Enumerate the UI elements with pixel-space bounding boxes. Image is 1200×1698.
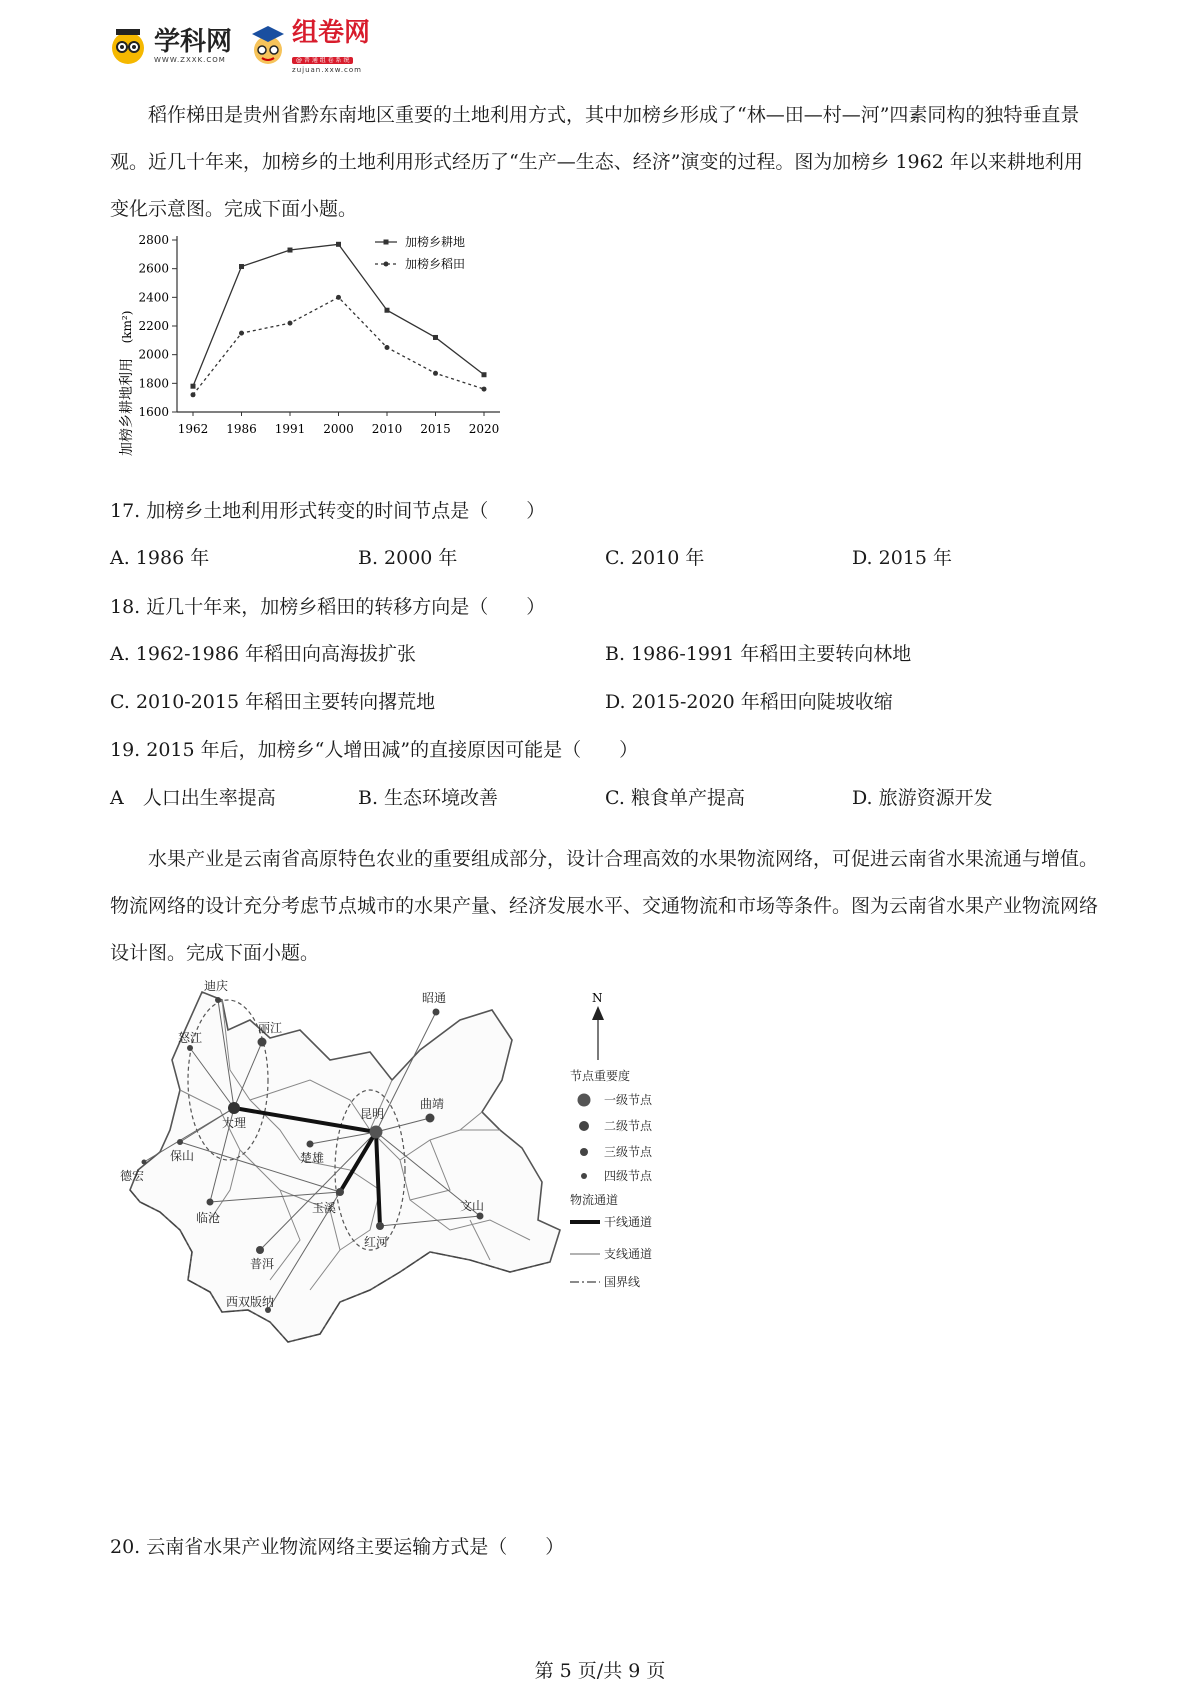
north-label: N [592, 991, 603, 1005]
legend-label: 加榜乡稻田 [405, 257, 466, 271]
legend-level2-marker [579, 1121, 589, 1131]
logo1-text: 学科网 [154, 27, 233, 57]
data-point [433, 371, 438, 376]
logo-zujuanwang[interactable] [292, 19, 370, 74]
data-point [482, 387, 487, 392]
x-tick-label: 1962 [177, 422, 209, 436]
y-tick-label: 1600 [138, 405, 169, 419]
node-qujing [426, 1114, 435, 1123]
label-dali: 大理 [222, 1116, 247, 1130]
legend-trunk: 干线通道 [604, 1215, 653, 1229]
label-baoshan: 保山 [170, 1149, 195, 1163]
question-20: 20. 云南省水果产业物流网络主要运输方式是（ ） [110, 1536, 565, 1558]
question-19: 19. 2015 年后，加榜乡“人增田减”的直接原因可能是（ ） [110, 739, 639, 761]
header-logos [108, 17, 371, 74]
logo1-url: WWW.ZXXK.COM [154, 56, 226, 64]
question-18: 18. 近几十年来，加榜乡稻田的转移方向是（ ） [110, 596, 546, 618]
data-point [336, 242, 341, 247]
legend-level1: 一级节点 [604, 1093, 653, 1107]
map-legend [570, 1068, 653, 1289]
q19-option-b[interactable]: B. 生态环境改善 [358, 787, 499, 809]
label-qujing: 曲靖 [420, 1097, 445, 1111]
x-tick-label: 2000 [323, 422, 354, 436]
legend-branch: 支线通道 [604, 1247, 653, 1261]
q17-option-c[interactable]: C. 2010 年 [605, 547, 705, 569]
farmland-line-chart [105, 232, 545, 492]
legend-border: 国界线 [604, 1275, 641, 1289]
series-line-1 [193, 297, 484, 394]
label-xishuangbanna: 西双版纳 [226, 1295, 275, 1309]
data-point [482, 372, 487, 377]
label-honghe: 红河 [364, 1235, 389, 1249]
logo2-band: @ 普 通 组 卷 系 统 [292, 57, 353, 64]
student-logo-icon [248, 24, 288, 68]
passage-2 [110, 836, 1100, 977]
yunnan-logistics-map [120, 979, 750, 1490]
label-lijiang: 丽江 [258, 1021, 283, 1035]
label-wenshan: 文山 [460, 1199, 485, 1213]
data-point [288, 248, 293, 253]
label-nujiang: 怒江 [178, 1031, 203, 1045]
legend-level1-marker [578, 1094, 591, 1107]
north-arrowhead-icon [592, 1006, 604, 1020]
label-zhaotong: 昭通 [422, 991, 447, 1005]
chart-ylabel: 加榜乡耕地利用 [119, 358, 135, 456]
data-point [191, 392, 196, 397]
label-diqing: 迪庆 [204, 979, 229, 993]
y-tick-label: 2000 [138, 347, 169, 362]
x-tick-label: 2015 [420, 422, 451, 436]
node-baoshan [177, 1139, 183, 1145]
x-tick-label: 1986 [226, 422, 257, 436]
node-chuxiong [307, 1141, 314, 1148]
x-tick-label: 2020 [468, 422, 500, 436]
q17-option-a[interactable]: A. 1986 年 [110, 547, 210, 569]
node-puer [256, 1246, 264, 1254]
legend-level4: 四级节点 [604, 1169, 653, 1183]
node-yuxi [336, 1188, 344, 1196]
q18-option-a[interactable]: A. 1962-1986 年稻田向高海拔扩张 [110, 643, 416, 665]
q18-option-c[interactable]: C. 2010-2015 年稻田主要转向撂荒地 [110, 691, 436, 713]
legend-level2: 二级节点 [604, 1119, 653, 1133]
q18-option-d[interactable]: D. 2015-2020 年稻田向陡坡收缩 [605, 691, 893, 713]
label-yuxi: 玉溪 [312, 1201, 337, 1215]
legend-title-nodes: 节点重要度 [570, 1069, 631, 1083]
data-point [239, 331, 244, 336]
page-footer: 第 5 页/共 9 页 [534, 1660, 666, 1682]
data-point [239, 264, 244, 269]
legend-marker [384, 240, 389, 245]
legend-level3: 三级节点 [604, 1145, 653, 1159]
label-lincang: 临沧 [196, 1211, 221, 1225]
node-wenshan [477, 1213, 484, 1220]
data-point [336, 295, 341, 300]
node-lincang [207, 1199, 214, 1206]
logo-xuekewang[interactable] [154, 28, 232, 64]
data-point [288, 321, 293, 326]
passage-2-text: 水果产业是云南省高原特色农业的重要组成部分，设计合理高效的水果物流网络，可促进云南省水果流通与增值。物流网络的设计充分考虑节点城市的水果产量、经济发展水平、交通物流和市场等条件。图为云南省水果产业物流网络设计图。完成下面小题。 [110, 848, 1099, 964]
node-dehong [142, 1160, 147, 1165]
node-kunming [370, 1126, 383, 1139]
y-tick-label: 2200 [138, 319, 169, 333]
legend-level3-marker [580, 1148, 588, 1156]
x-tick-label: 1991 [274, 422, 306, 436]
chart-legend [375, 234, 465, 271]
legend-marker [384, 262, 389, 267]
q17-option-d[interactable]: D. 2015 年 [852, 547, 953, 569]
owl-logo-icon [108, 26, 148, 66]
y-tick-label: 2800 [138, 233, 169, 247]
legend-title-channels: 物流通道 [570, 1193, 619, 1207]
question-17: 17. 加榜乡土地利用形式转变的时间节点是（ ） [110, 500, 546, 522]
node-lijiang [258, 1038, 267, 1047]
q19-option-d[interactable]: D. 旅游资源开发 [852, 787, 993, 809]
q18-option-b[interactable]: B. 1986-1991 年稻田主要转向林地 [605, 643, 912, 665]
node-honghe [376, 1222, 384, 1230]
y-tick-label: 2400 [138, 290, 169, 305]
node-diqing [215, 997, 221, 1003]
node-dali [228, 1102, 240, 1114]
data-point [385, 308, 390, 313]
y-tick-label: 2600 [138, 261, 169, 276]
logo2-url: zujuan.xxw.com [292, 65, 363, 74]
x-tick-label: 2010 [371, 422, 403, 436]
y-tick-label: 1800 [138, 376, 169, 391]
q19-option-a[interactable]: A 人口出生率提高 [110, 787, 276, 809]
label-kunming: 昆明 [360, 1107, 385, 1121]
chart-yunit: (km²) [120, 310, 134, 344]
node-nujiang [187, 1045, 193, 1051]
data-point [191, 384, 196, 389]
node-zhaotong [433, 1009, 440, 1016]
data-point [433, 335, 438, 340]
legend-level4-marker [581, 1173, 587, 1179]
label-puer: 普洱 [250, 1257, 275, 1271]
label-chuxiong: 楚雄 [300, 1151, 325, 1165]
q19-option-c[interactable]: C. 粮食单产提高 [605, 787, 745, 809]
label-dehong: 德宏 [120, 1169, 145, 1183]
passage-1-text: 稻作梯田是贵州省黔东南地区重要的土地利用方式，其中加榜乡形成了“林—田—村—河”四素同构的独特垂直景观。近几十年来，加榜乡的土地利用形式经历了“生产—生态、经济”演变的过程。图为加榜乡 1962 年以来耕地利用变化示意图。完成下面小题。 [110, 104, 1083, 220]
logo2-text: 组卷网 [292, 17, 371, 48]
legend-label: 加榜乡耕地 [405, 235, 466, 249]
passage-1 [110, 92, 1100, 233]
data-point [385, 345, 390, 350]
q17-option-b[interactable]: B. 2000 年 [358, 547, 458, 569]
